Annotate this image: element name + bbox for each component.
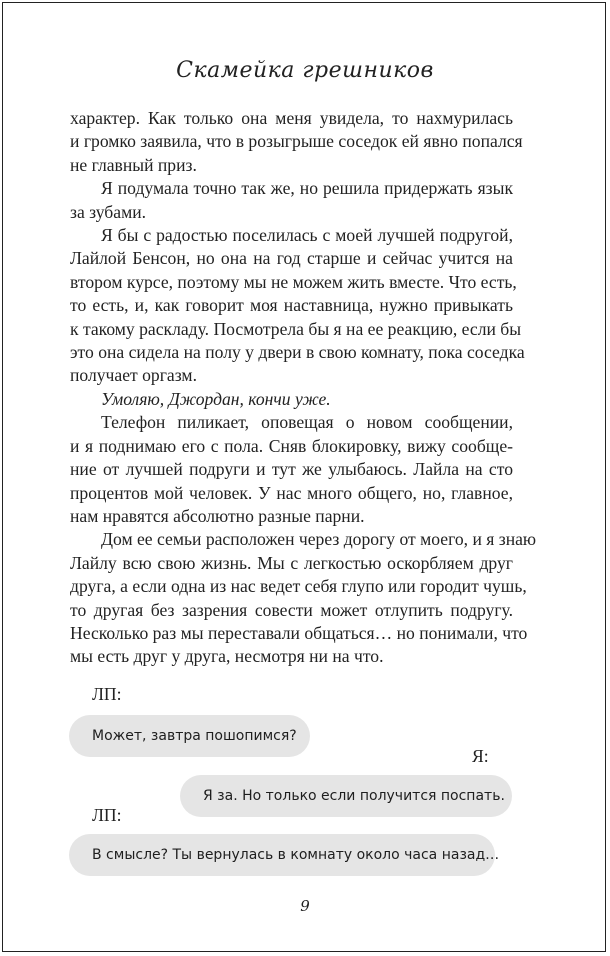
text-line: Умоляю, Джордан, кончи уже. [101,388,331,409]
chat-bubble-incoming: В смысле? Ты вернулась в комнату около часа назад… [69,834,495,876]
text-line: не главный приз. [70,154,197,175]
chat-bubble-outgoing: Я за. Но только если получится поспать. [180,775,512,817]
text-line: то есть, и, как говорит моя наставница, нужно привыкать [70,295,513,316]
running-title: Скамейка грешников [176,58,434,83]
text-line: и я поднимаю его с пола. Сняв блокировку, вижу сообще- [70,435,513,456]
paragraph [70,224,525,388]
text-line: и громко заявила, что в розыгрыше соседок ей явно попался [70,131,523,152]
text-line: это она сидела на полу у двери в свою комнату, пока соседка [70,342,525,363]
text-line: нам нравятся абсолютно разные парни. [70,505,365,526]
text-line: Телефон пиликает, оповещая о новом сообщении, [101,412,513,433]
text-line: к такому раскладу. Посмотрела бы я на ее реакцию, если бы [70,318,522,339]
text-line: Я бы с радостью поселилась с моей лучшей подругой, [101,225,513,246]
text-line: процентов мой человек. У нас много общего, но, главное, [70,482,513,503]
text-line: характер. Как только она меня увидела, то нахмурилась [70,108,513,128]
text-line: то другая без зазрения совести может отлупить подругу. [70,599,513,620]
paragraph [70,411,513,528]
paragraph [70,177,513,224]
paragraph [70,388,513,411]
page-number: 9 [300,897,310,915]
text-line: ние от лучшей подруги и тут же улыбаюсь. Лайла на сто [70,459,513,480]
body-text [70,107,537,669]
paragraph [70,528,537,668]
text-line: друга, а если одна из нас ведет себя глупо или городит чушь, [70,576,527,597]
chat-sender-label: ЛП: [92,684,122,704]
text-line: Лайлой Бенсон, но она на год старше и сейчас учится на [70,248,513,269]
text-line: Несколько раз мы переставали общаться… но понимали, что [70,622,528,643]
chat-sender-label: Я: [472,746,489,766]
text-line: мы есть друг у друга, несмотря ни на что. [70,646,384,667]
text-line: втором курсе, поэтому мы не можем жить вместе. Что есть, [70,271,517,292]
text-line: получает оргазм. [70,365,197,386]
chat-sender-label: ЛП: [92,805,122,825]
text-line: за зубами. [70,201,147,222]
text-line: Дом ее семьи расположен через дорогу от моего, и я знаю [101,529,537,550]
chat-bubble-incoming: Может, завтра пошопимся? [69,715,310,757]
text-line: Лайлу всю свою жизнь. Мы с легкостью оскорбляем друг [70,552,513,573]
paragraph [70,107,523,177]
text-line: Я подумала точно так же, но решила придержать язык [101,178,513,199]
